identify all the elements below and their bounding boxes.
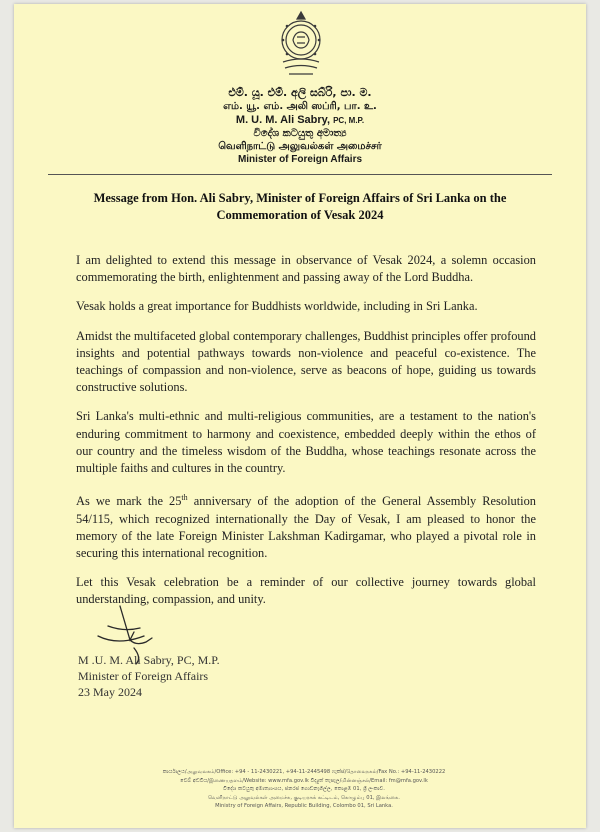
sri-lanka-emblem-icon (277, 10, 325, 78)
footer-address-english: Ministry of Foreign Affairs, Republic Building, Colombo 01, Sri Lanka. (215, 803, 393, 809)
paragraph-5 (76, 489, 536, 562)
minister-role-tamil: வெளிநாட்டு அலுவல்கள் அமைச்சர் (218, 141, 382, 152)
message-body (76, 252, 536, 621)
footer-web-line: වෙබ් අඩවිය/இணையதளம்/Website: www.mfa.gov.lk විද්‍යුත් තැපැල/மின்னஞ்சல்/Email: fm@mfa.gov.lk (180, 777, 428, 784)
footer-address-sinhala: විදේශ කටයුතු අමාත්‍යාංශය, ජනරජ ගොඩනැගිල්ල, කොළඹ 01, ශ්‍රී ලංකාව. (223, 786, 385, 792)
signoff-block (78, 652, 220, 700)
paragraph-3: Amidst the multifaceted global contemporary challenges, Buddhist principles offer profound insights and potential pathways towards non-violence and peaceful co-existence. The teachings of compassion and non-violence, serve as beacons of hope, guiding us towards constructive solutions. (76, 328, 536, 395)
signoff-date: 23 May 2024 (78, 685, 142, 699)
message-title (74, 190, 526, 224)
minister-name-english (14, 114, 586, 126)
letter-page (14, 4, 586, 828)
message-title-line-2: Commemoration of Vesak 2024 (216, 208, 384, 222)
header-divider (48, 174, 552, 175)
paragraph-6: Let this Vesak celebration be a reminder of our collective journey towards global understanding, compassion, and unity. (76, 575, 536, 607)
paragraph-2: Vesak holds a great importance for Buddhists worldwide, including in Sri Lanka. (76, 299, 478, 314)
minister-role-sinhala: විදේශ කටයුතු අමාත්‍ය (253, 128, 347, 139)
paragraph-5-ordinal: th (181, 493, 188, 503)
paragraph-4: Sri Lanka's multi-ethnic and multi-religious communities, are a testament to the nation's enduring commitment to harmony and coexistence, embedded deeply within the ethos of our country and the timeless wisdom of the Buddha, whose teachings resonate across the multiple faiths and cultures in the country. (76, 409, 536, 476)
minister-name-english-main: M. U. M. Ali Sabry, (235, 114, 334, 126)
paragraph-1: I am delighted to extend this message in observance of Vesak 2024, a solemn occasion commemorating the birth, enlightenment and passing away of the Lord Buddha. (76, 253, 536, 285)
letter-footer (124, 768, 484, 811)
paragraph-5-rest: anniversary of the adoption of the General Assembly Resolution 54/115, which recognized internationally the Day of Vesak, I am pleased to honor the memory of the late Foreign Minister Lakshman Kadirgamar, who played a pivotal role in securing this international recognition. (76, 494, 536, 560)
minister-role-english: Minister of Foreign Affairs (237, 154, 363, 165)
message-title-line-1: Message from Hon. Ali Sabry, Minister of Foreign Affairs of Sri Lanka on the (93, 191, 507, 205)
minister-name-suffix: PC, M.P. (333, 116, 365, 125)
minister-name-sinhala: එම්. යූ. එම්. අලි සබ්රි, පා. ම. (228, 86, 372, 99)
footer-address-tamil: வெளிநாட்டு அலுவல்கள் அமைச்சு, குடியரசுக் கட்டிடம், கொழும்பு 01, இலங்கை. (208, 794, 400, 801)
minister-name-tamil: எம். யூ. எம். அலி ஸப்ரி, பா. உ. (223, 101, 377, 112)
footer-contact-line: කාර්යාලය/அலுவலகம்/Office: +94 - 11-2430221, +94-11-2445498 ෆැක්ස්/தொலைநகல்/Fax No.: +94-11-2430222 (162, 769, 446, 775)
signatory-name: M .U. M. Ali Sabry, PC, M.P. (78, 653, 220, 667)
signatory-title: Minister of Foreign Affairs (78, 669, 209, 683)
paragraph-5-start: As we mark the 25 (76, 494, 182, 509)
